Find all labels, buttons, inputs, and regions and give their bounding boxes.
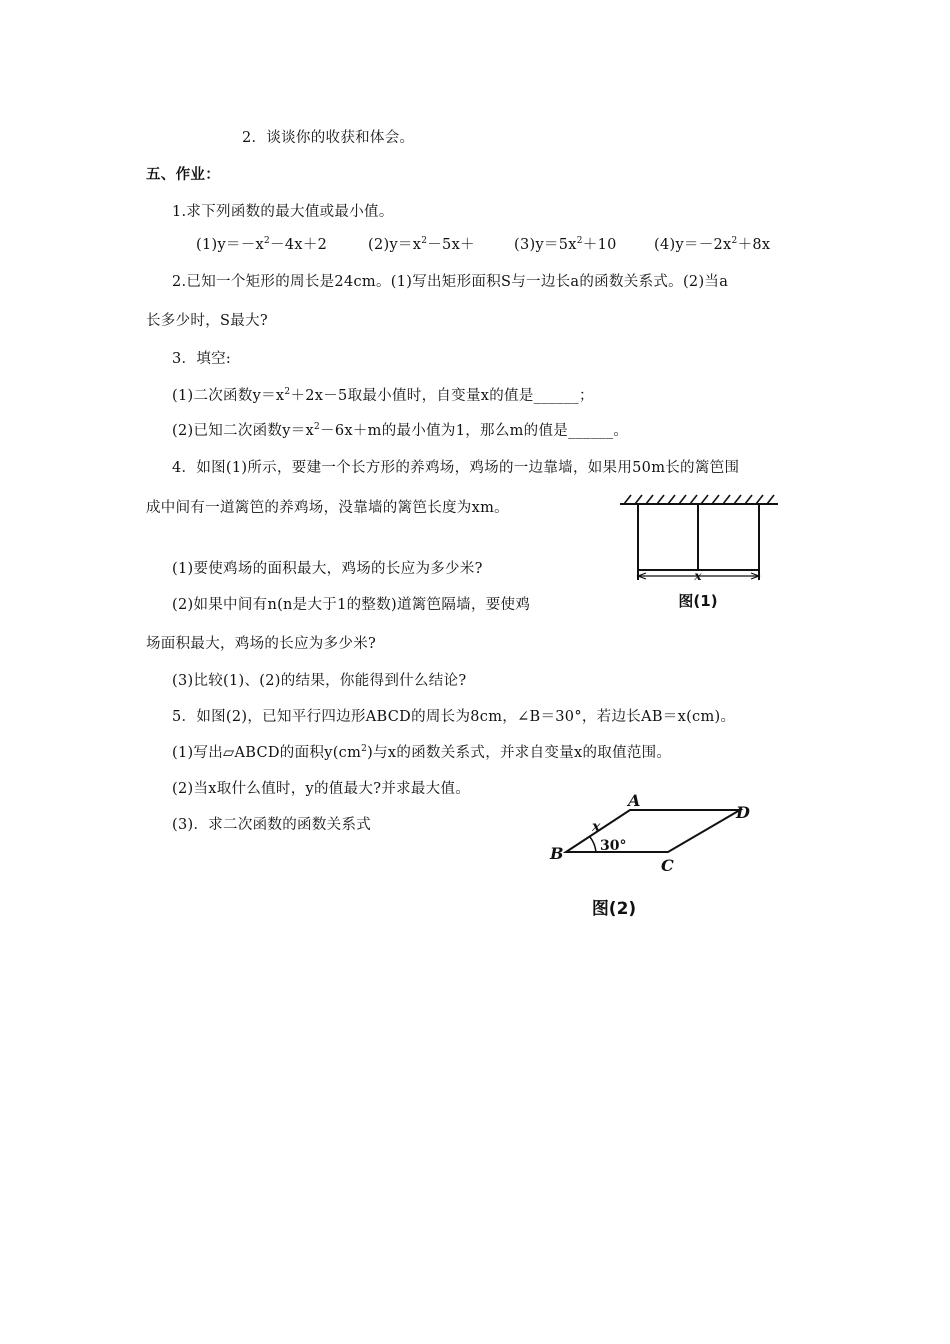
- q5-part-3: (3)．求二次函数的函数关系式: [172, 817, 372, 833]
- vertex-a-label: A: [628, 791, 641, 810]
- q1-part-2: $(2)y=x^2-5x+$: [368, 236, 475, 253]
- question-2-line-1: 2.已知一个矩形的周长是24cm。(1)写出矩形面积S与一边长a的函数关系式。(2)当a: [172, 274, 729, 290]
- question-4-line-1: 4．如图(1)所示，要建一个长方形的养鸡场，鸡场的一边靠墙，如果用50m长的篱笆围: [172, 460, 740, 476]
- angle-label: 30°: [600, 838, 627, 854]
- vertex-d-label: D: [736, 803, 750, 822]
- section-title: 五、作业：: [146, 166, 220, 183]
- q4-part-1: (1)要使鸡场的面积最大，鸡场的长应为多少米?: [172, 561, 483, 577]
- reflection-line: 2．谈谈你的收获和体会。: [242, 130, 415, 146]
- q4-part-3: (3)比较(1)、(2)的结果，你能得到什么结论?: [172, 673, 467, 689]
- q4-part-2-line-2: 场面积最大，鸡场的长应为多少米?: [146, 636, 377, 652]
- wall-hatching: [624, 495, 774, 504]
- question-3: 3．填空:: [172, 351, 232, 367]
- q3-part-1: (1)二次函数$y=x^2+2x-5$取最小值时，自变量x的值是______；: [172, 387, 594, 404]
- question-1: 1.求下列函数的最大值或最小值。: [172, 204, 394, 220]
- figure-2-parallelogram: [544, 790, 764, 925]
- q3-part-2: (2)已知二次函数$y=x^2-6x+m$的最小值为1，那么m的值是______。: [172, 422, 629, 439]
- vertex-c-label: C: [661, 856, 674, 875]
- side-x-label: x: [592, 819, 601, 835]
- q5-part-1: (1)写出▱ABCD的面积$y(cm^2)$与x的函数关系式，并求自变量x的取值范围。: [172, 744, 672, 761]
- q1-part-1: $(1)y=-x^2-4x+2$: [196, 236, 328, 253]
- angle-arc: [590, 837, 596, 852]
- question-2-line-2: 长多少时，S最大?: [146, 313, 268, 329]
- q4-part-2-line-1: (2)如果中间有n(n是大于1的整数)道篱笆隔墙，要使鸡: [172, 597, 531, 613]
- q5-part-2: (2)当x取什么值时，y的值最大?并求最大值。: [172, 781, 471, 797]
- figure-2-caption: 图(2): [591, 899, 637, 919]
- question-4-line-2: 成中间有一道篱笆的养鸡场，没靠墙的篱笆长度为xm。: [146, 500, 509, 516]
- vertex-b-label: B: [550, 844, 564, 863]
- figure-1-caption: 图(1): [678, 592, 718, 610]
- q1-part-4: $(4)y=-2x^2+8x$: [654, 236, 771, 253]
- q1-part-3: $(3)y=5x^2+10$: [514, 236, 617, 253]
- figure-1-enclosure: [618, 490, 783, 615]
- x-dimension-label: x: [694, 569, 702, 583]
- question-5: 5．如图(2)，已知平行四边形ABCD的周长为8cm，∠B＝30°，若边长AB＝x(cm)。: [172, 709, 736, 725]
